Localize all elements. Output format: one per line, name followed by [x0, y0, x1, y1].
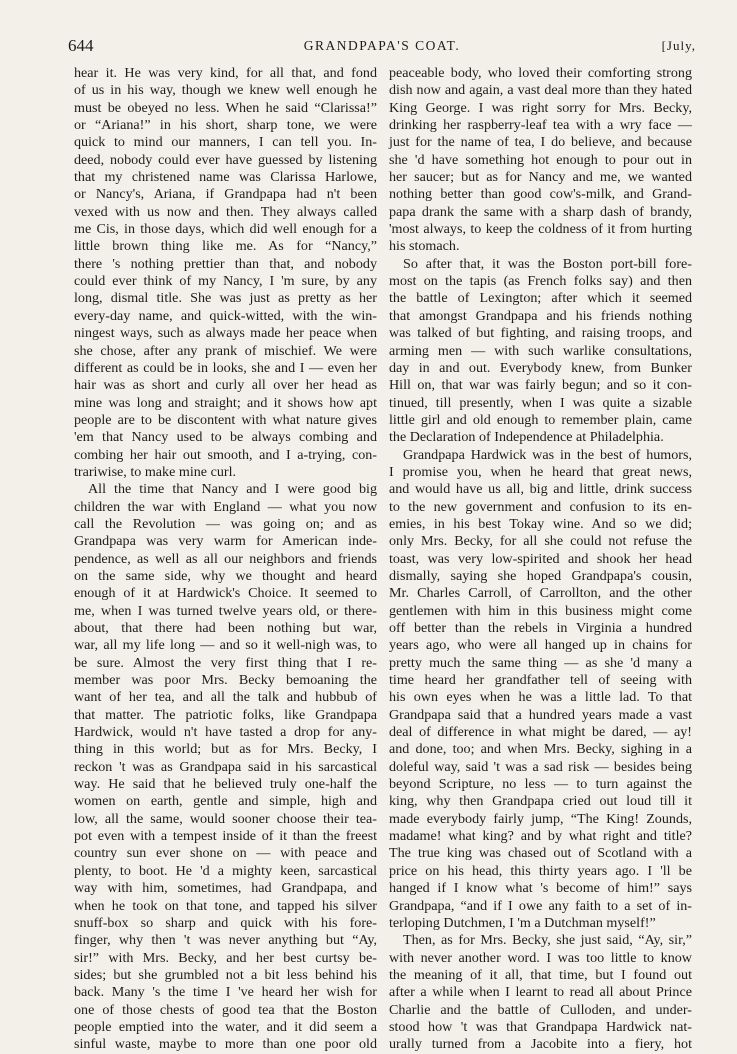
text-line: ningest ways, such as always made her peace when: [74, 325, 377, 342]
text-line: sinful waste, maybe to more than one poor old: [74, 1036, 377, 1053]
text-line: pretty much the same thing — as she 'd many a: [389, 654, 692, 671]
text-line: on the same side, why we thought and heard: [74, 567, 377, 584]
text-line: every-day name, and quick-witted, with the win-: [74, 307, 377, 324]
text-line: Then, as for Mrs. Becky, she just said, “Ay, sir,”: [403, 932, 692, 949]
text-line: Grandpapa Hardwick was in the best of humors,: [403, 446, 692, 463]
text-line: could ever think of my Nancy, I 'm sure, by any: [74, 273, 377, 290]
text-line: years ago, who were all hanged up in chains for: [389, 637, 692, 654]
text-line: mine was long and straight; and it shows how apt: [74, 394, 377, 411]
text-line: madame! what king? and by what right and title?: [389, 828, 692, 845]
text-line: dish now and again, a vast deal more than they hated: [389, 82, 692, 99]
text-line: urally turned from a Jacobite into a fiery, hot: [389, 1036, 692, 1053]
text-line: toast, was very low-spirited and shook her head: [389, 550, 692, 567]
text-line: call the Revolution — was going on; and as: [74, 515, 377, 532]
text-line: vexed with us now and then. They always called: [74, 203, 377, 220]
text-line: 'em that Nancy used to be always combing and: [74, 429, 377, 446]
text-line: Grandpapa said that a hundred years made a vast: [389, 706, 692, 723]
left-column: [74, 65, 377, 1054]
text-line: hair was as short and curly all over her head as: [74, 377, 377, 394]
text-line: tinued, till presently, when I was quite a sizable: [389, 394, 692, 411]
right-column: [389, 65, 692, 1054]
text-line: me, when I was turned twelve years old, or there-: [74, 602, 377, 619]
text-line: The true king was chased out of Scotland with a: [389, 845, 692, 862]
text-line: pot even with a tempest inside of it than the freest: [74, 828, 377, 845]
text-line: most on the tapis (as French folks say) and then: [389, 273, 692, 290]
text-line: emies, in his best Tokay wine. And so we did;: [389, 515, 692, 532]
text-line: was talked of but fighting, and raising troops, and: [389, 325, 692, 342]
text-line: little girl and old enough to remember plain, came: [389, 411, 692, 428]
text-line: low, all the same, would sooner choose their tea-: [74, 810, 377, 827]
text-line: nothing better than good cow's-milk, and Grand-: [389, 186, 692, 203]
text-line: be sure. Almost the very first thing that I re-: [74, 654, 377, 671]
text-line: deal of difference in what might be dared, — ay!: [389, 724, 692, 741]
text-line: sir!” with Mrs. Becky, and her best curtsy be-: [74, 949, 377, 966]
page-number: 644: [68, 36, 94, 55]
text-line: snuff-box so sharp and quick with his fore-: [74, 914, 377, 931]
text-line: want of her tea, and all the talk and hubbub of: [74, 689, 377, 706]
text-line: 'most always, to keep the coldness of it from hurting: [389, 221, 692, 238]
text-line: stood how 't was that Grandpapa Hardwick nat-: [389, 1018, 692, 1035]
text-line: about, that there had been nothing but war,: [74, 620, 377, 636]
text-line: made everybody fairly jump, “The King! Zounds,: [389, 810, 692, 827]
text-line: the meaning of it all, that time, but I found out: [389, 966, 692, 983]
text-line: peaceable body, who loved their comforting strong: [389, 65, 692, 81]
text-line: and done, too; and when Mrs. Becky, sighing in a: [389, 741, 692, 758]
text-line: the battle of Lexington; after which it seemed: [389, 290, 692, 307]
text-line: country sun ever shone on — with peace and: [74, 845, 377, 862]
text-line: hanged if I know what 's become of him!” says: [389, 880, 692, 897]
text-line: King George. I was right sorry for Mrs. Becky,: [389, 99, 692, 116]
text-line: her saucer; but as for Nancy and me, we wanted: [389, 169, 692, 186]
text-line: finger, why then 't was never anything but “Ay,: [74, 932, 377, 949]
text-line: drinking her raspberry-leaf tea with a wry face —: [389, 117, 692, 134]
text-line: that my christened name was Clarissa Harlowe,: [74, 169, 377, 186]
text-line: sides; but she grumbled not a bit less behind his: [74, 966, 377, 983]
text-line: must be obeyed no less. When he said “Clarissa!”: [74, 99, 377, 116]
text-line: Hill on, that war was fairly begun; and so it con-: [389, 377, 692, 394]
text-line: there 's nothing prettier than that, and nobody: [74, 255, 377, 272]
text-line: or Nancy's, Ariana, if Grandpapa had n't been: [74, 186, 377, 203]
text-line: people emptied into the water, and it did seem a: [74, 1018, 377, 1035]
text-line: and would have us all, big and little, drink success: [389, 481, 692, 498]
text-line: way. He said that he believed truly one-half the: [74, 776, 377, 793]
text-line: or “Ariana!” in his short, sharp tone, we were: [74, 117, 377, 134]
text-line: just for the name of tea, I do believe, and because: [389, 134, 692, 151]
text-line: long, dismal title. She was just as pretty as her: [74, 290, 377, 307]
text-line: All the time that Nancy and I were good big: [88, 481, 377, 498]
text-line: that matter. The patriotic folks, like Grandpapa: [74, 706, 377, 723]
text-line: she 'd have something hot enough to pour out in: [389, 151, 692, 168]
text-line: back. Many 's the time I 've heard her wish for: [74, 984, 377, 1001]
text-line: with never another word. I was too little to know: [389, 949, 692, 966]
text-line: pendence, as well as all our neighbors and friends: [74, 550, 377, 567]
text-line: she chose, after any prank of mischief. We were: [74, 342, 377, 359]
text-line: war, all my life long — and so it well-nigh was, to: [74, 637, 377, 654]
text-line: Grandpapa was very warm for American inde-: [74, 533, 377, 550]
issue-month: [July,: [661, 38, 696, 53]
text-line: after a while when I learnt to read all about Prince: [389, 984, 692, 1001]
text-line: when he took on that tone, and tapped his silver: [74, 897, 377, 914]
text-line: to the new government and confusion to its en-: [389, 498, 692, 515]
text-line: Hardwick, would n't have tasted a drop for any-: [74, 724, 377, 741]
text-line: only Mrs. Becky, for all she could not refuse the: [389, 533, 692, 550]
text-line: deed, nobody could ever have guessed by listening: [74, 151, 377, 168]
text-line: terloping Dutchmen, I 'm a Dutchman myself!”: [389, 914, 656, 931]
text-line: that amongst Grandpapa and his friends nothing: [389, 307, 692, 324]
text-line: price on his head, this thirty years ago. I 'll be: [389, 862, 692, 879]
text-line: of us in his way, though we knew well enough he: [74, 82, 377, 99]
text-line: his stomach.: [389, 238, 460, 255]
text-line: I promise you, when he heard that great news,: [389, 463, 692, 480]
text-line: little brown thing like me. As for “Nancy,”: [74, 238, 377, 255]
text-line: way with him, sometimes, had Grandpapa, and: [74, 880, 377, 897]
text-line: quick to mind our manners, I can tell you. In-: [74, 134, 377, 151]
text-line: Charlie and the battle of Culloden, and under-: [389, 1001, 692, 1018]
text-line: Mr. Charles Carroll, of Carrollton, and the other: [389, 585, 692, 602]
text-line: arming men — with such warlike consultations,: [389, 342, 692, 359]
text-line: doleful way, said 't was a sad risk — besides being: [389, 758, 692, 775]
text-line: member was poor Mrs. Becky bemoaning the: [74, 672, 377, 689]
text-line: papa drank the same with a sharp dash of brandy,: [389, 203, 692, 220]
text-line: women on earth, gentle and simple, high and: [74, 793, 377, 810]
text-line: hear it. He was very kind, for all that, and fond: [74, 65, 377, 81]
page-header: [68, 36, 696, 58]
text-line: Grandpapa, “and if I owe any faith to a set of in-: [389, 897, 692, 914]
text-line: reckon 't was as Grandpapa said in his sarcastical: [74, 758, 377, 775]
text-line: trariwise, to make mine curl.: [74, 463, 237, 480]
running-title: GRANDPAPA'S COAT.: [303, 38, 461, 53]
text-line: thing in this world; but as for Mrs. Becky, I: [74, 741, 377, 758]
text-line: people are to be discontent with what nature gives: [74, 411, 377, 428]
text-line: gentlemen with him in this business might come: [389, 602, 692, 619]
text-line: his own eyes when he was a little lad. To that: [389, 689, 692, 706]
text-line: the Declaration of Independence at Philadelphia.: [389, 429, 664, 446]
text-line: off better than the rebels in Virginia a hundred: [389, 620, 692, 636]
text-line: one of those chests of good tea that the Boston: [74, 1001, 377, 1018]
text-line: So after that, it was the Boston port-bill fore-: [403, 255, 692, 272]
text-line: time heard her grandfather tell of seeing with: [389, 672, 692, 689]
text-line: plenty, to boot. He 'd a mighty keen, sarcastical: [74, 862, 377, 879]
text-line: day in and out. Everybody knew, from Bunker: [389, 359, 692, 376]
text-line: combing her hair out smooth, and I a-trying, con-: [74, 446, 377, 463]
text-line: different as could be in looks, she and I — even her: [74, 359, 377, 376]
text-line: beyond Scripture, no less — to turn against the: [389, 776, 692, 793]
text-line: king, why then Grandpapa cried out loud till it: [389, 793, 692, 810]
text-line: me Cis, in those days, which did well enough for a: [74, 221, 377, 238]
text-line: dismally, saying she hoped Grandpapa's cousin,: [389, 567, 692, 584]
text-line: children the war with England — what you now: [74, 498, 377, 515]
text-line: enough of it at Hardwick's Choice. It seemed to: [74, 585, 377, 602]
